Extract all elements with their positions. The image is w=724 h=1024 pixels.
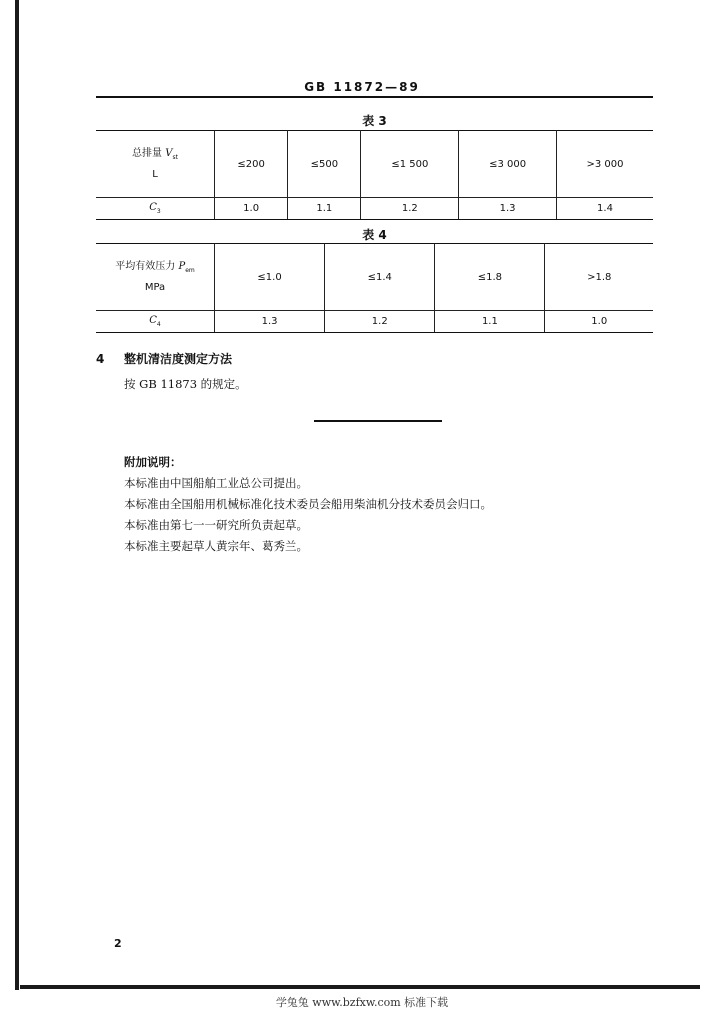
table3-label-unit: L — [152, 169, 158, 180]
table3-title: 表 3 — [362, 114, 387, 128]
table3-val-1: 1.1 — [288, 198, 361, 220]
scan-edge — [15, 0, 19, 990]
table4-label-unit: MPa — [144, 282, 166, 293]
notes-line: 本标准由第七一一研究所负责起草。 — [124, 518, 308, 532]
table4-col-3: >1.8 — [545, 244, 653, 311]
table3-col-3: ≤3 000 — [459, 131, 557, 198]
additional-notes — [124, 452, 492, 557]
table3-label-subscript: st — [172, 154, 178, 161]
standard-code: GB 11872—89 — [304, 80, 420, 94]
table3-label-symbol: V — [165, 148, 173, 159]
notes-line: 本标准由中国船舶工业总公司提出。 — [124, 476, 308, 490]
section-heading — [96, 350, 232, 367]
section-body: 按 GB 11873 的规定。 — [124, 377, 247, 391]
table3-col-0: ≤200 — [215, 131, 288, 198]
scan-edge-bottom — [20, 985, 700, 989]
section-title: 整机清洁度测定方法 — [124, 352, 233, 366]
table4 — [96, 243, 653, 333]
watermark: 学兔兔 www.bzfxw.com 标准下载 — [275, 996, 449, 1009]
table4-values-row — [96, 311, 653, 333]
table4-val-2: 1.1 — [435, 311, 545, 333]
end-rule — [314, 420, 442, 422]
table3-col-4: >3 000 — [556, 131, 653, 198]
header-rule — [96, 96, 653, 98]
table4-values-symbol: C — [149, 315, 157, 326]
table4-col-2: ≤1.8 — [435, 244, 545, 311]
table4-val-1: 1.2 — [325, 311, 435, 333]
table3-val-0: 1.0 — [215, 198, 288, 220]
table4-label-subscript: em — [185, 267, 195, 274]
table3-val-3: 1.3 — [459, 198, 557, 220]
table4-col-1: ≤1.4 — [325, 244, 435, 311]
table3-col-1: ≤500 — [288, 131, 361, 198]
table4-header-row — [96, 244, 653, 311]
table4-title: 表 4 — [362, 228, 387, 242]
table4-val-0: 1.3 — [215, 311, 325, 333]
table4-row-label — [96, 244, 215, 311]
table3-val-2: 1.2 — [361, 198, 459, 220]
table4-label-symbol: P — [178, 261, 186, 272]
table3-values-row — [96, 198, 653, 220]
page-number: 2 — [114, 937, 122, 950]
table3-values-symbol: C — [149, 202, 157, 213]
table3-val-4: 1.4 — [556, 198, 653, 220]
notes-line: 本标准主要起草人黄宗年、葛秀兰。 — [124, 539, 308, 553]
table4-val-3: 1.0 — [545, 311, 653, 333]
table3 — [96, 130, 653, 220]
table3-row-label — [96, 131, 215, 198]
section-number: 4 — [96, 352, 105, 366]
table3-col-2: ≤1 500 — [361, 131, 459, 198]
table3-label-text: 总排量 — [132, 148, 166, 159]
table4-values-label — [96, 311, 215, 333]
notes-heading: 附加说明： — [124, 455, 182, 469]
table4-label-text: 平均有效压力 — [115, 261, 179, 272]
table4-col-0: ≤1.0 — [215, 244, 325, 311]
table3-header-row — [96, 131, 653, 198]
notes-line: 本标准由全国船用机械标准化技术委员会船用柴油机分技术委员会归口。 — [124, 497, 492, 511]
table3-values-label — [96, 198, 215, 220]
table3-values-subscript: 3 — [156, 208, 161, 215]
table4-values-subscript: 4 — [156, 321, 161, 328]
